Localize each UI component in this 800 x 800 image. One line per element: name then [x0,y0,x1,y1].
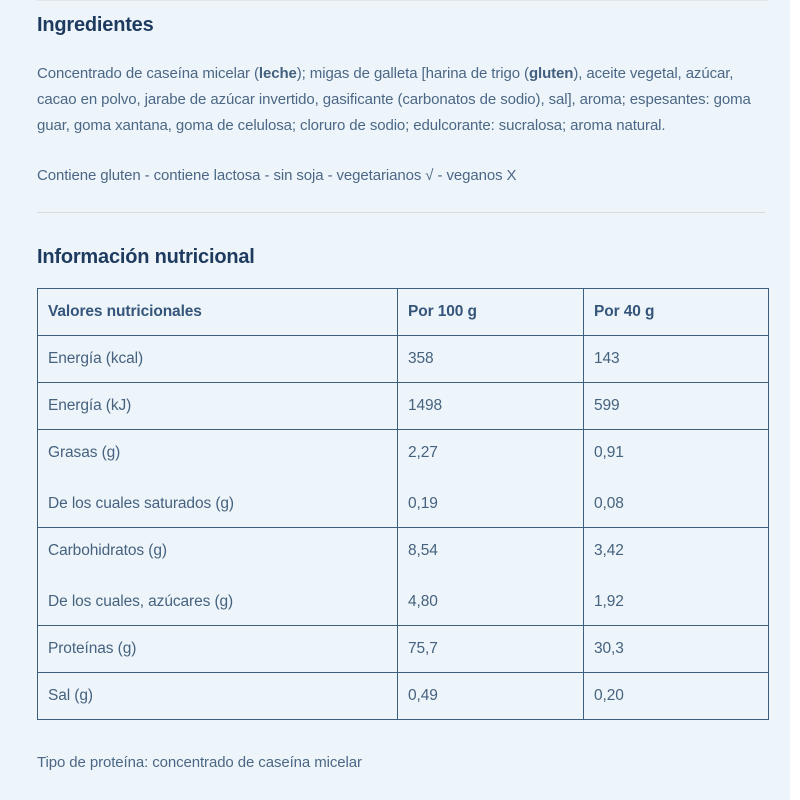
table-row [38,336,769,383]
nutrient-value: 2,27 [408,444,438,461]
nutrition-table-header-row [38,289,769,336]
nutrient-value: 0,49 [408,687,438,704]
per-40g-value-cell [584,673,769,720]
ingredient-allergen-bold: leche [258,65,297,82]
nutrient-value: 1,92 [594,593,624,610]
top-divider [37,0,768,1]
nutrient-value: 599 [594,397,620,414]
ingredients-section-title: Ingredientes [37,14,154,36]
ingredient-text: Concentrado de caseína micelar ( [37,65,259,82]
per-100g-value-cell [398,336,584,383]
nutrient-label: Grasas (g) [48,444,121,461]
table-row [38,626,769,673]
ingredient-allergen-bold: gluten [528,65,574,82]
table-row [38,430,769,528]
nutrient-label: Energía (kJ) [48,397,132,414]
per-100g-value-cell [398,528,584,626]
header-label: Valores nutricionales [48,303,202,320]
per-100g-value-cell [398,430,584,528]
header-por-100g [398,289,584,336]
ingredients-paragraph [37,61,768,139]
nutrient-value: 0,91 [594,444,624,461]
header-valores-nutricionales [38,289,398,336]
nutrient-value: 4,80 [408,593,438,610]
nutrient-label-cell [38,673,398,720]
ingredient-text: ); migas de galleta [harina de trigo ( [296,65,529,82]
nutrient-label-cell [38,528,398,626]
nutrient-value: 75,7 [408,640,438,657]
nutrient-label-cell [38,626,398,673]
nutrient-value: 0,20 [594,687,624,704]
per-40g-value-cell [584,430,769,528]
nutrient-value: 30,3 [594,640,624,657]
nutrient-value: 0,08 [594,495,624,512]
header-label: Por 40 g [594,303,655,320]
per-40g-value-cell [584,626,769,673]
per-40g-value-cell [584,336,769,383]
nutrient-value: 3,42 [594,542,624,559]
nutrient-label-cell [38,336,398,383]
nutrient-label: De los cuales, azúcares (g) [48,593,234,610]
nutrient-value: 143 [594,350,620,367]
ingredient-text: ), aceite vegetal, azúcar, cacao en polvo, jarabe de azúcar invertido, gasificante (carbonatos de sodio), sal], aroma; espesantes: goma guar, goma xantana, goma de celulosa; cloruro de sodio; edulcorante: sucralosa; aroma natural. [37,65,751,134]
nutrient-label: Proteínas (g) [48,640,137,657]
nutrient-label: Carbohidratos (g) [48,542,167,559]
per-100g-value-cell [398,626,584,673]
per-40g-value-cell [584,383,769,430]
nutrient-label: Energía (kcal) [48,350,144,367]
nutrition-section-title: Información nutricional [37,246,255,268]
per-100g-value-cell [398,673,584,720]
nutrient-label: De los cuales saturados (g) [48,495,234,512]
allergens-line: Contiene gluten - contiene lactosa - sin soja - vegetarianos √ - veganos X [37,167,517,184]
nutrient-value: 1498 [408,397,443,414]
table-row [38,528,769,626]
nutrient-value: 0,19 [408,495,438,512]
protein-type-footnote: Tipo de proteína: concentrado de caseína micelar [37,754,362,771]
nutrient-label-cell [38,430,398,528]
header-label: Por 100 g [408,303,477,320]
per-40g-value-cell [584,528,769,626]
table-row [38,383,769,430]
nutrition-table [37,288,769,720]
section-divider [37,212,765,213]
table-row [38,673,769,720]
nutrient-label-cell [38,383,398,430]
header-por-40g [584,289,769,336]
per-100g-value-cell [398,383,584,430]
nutrient-value: 358 [408,350,434,367]
nutrient-value: 8,54 [408,542,438,559]
nutrient-label: Sal (g) [48,687,93,704]
